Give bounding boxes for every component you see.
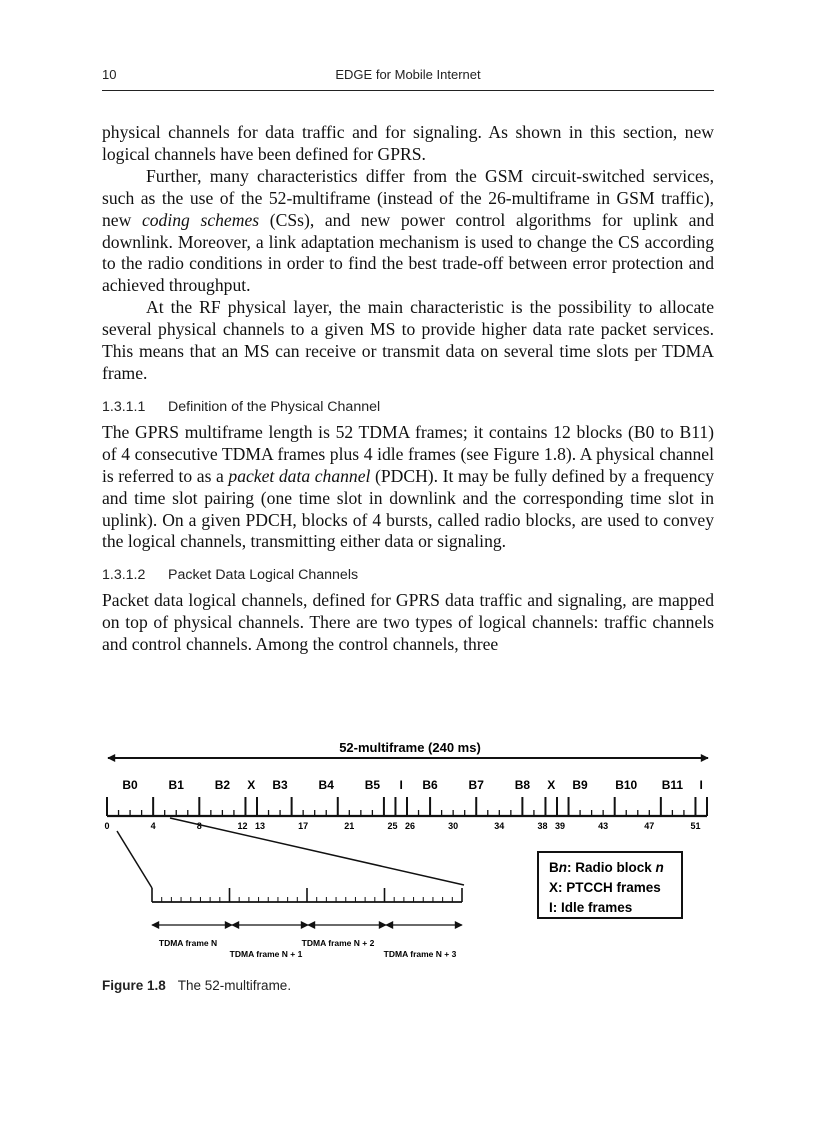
slot-label: I	[699, 778, 703, 792]
section-heading-2	[102, 566, 714, 584]
frame-numbers	[104, 821, 700, 831]
frame-number: 8	[196, 821, 202, 831]
zoom-line-left	[117, 831, 152, 888]
slot-label: B2	[214, 778, 231, 792]
frame-number: 38	[537, 821, 548, 831]
paragraph-4	[102, 422, 714, 553]
paragraph-2-text-a: Further, many characteristics differ from the GSM circuit-switched services, such as the use of the 52-multiframe (instead of the 26-multiframe in GSM traffic), new	[102, 165, 714, 230]
paragraph-1: physical channels for data traffic and for signaling. As shown in this section, new logical channels have been defined for GPRS.	[102, 122, 714, 164]
slot-labels	[122, 778, 702, 792]
frame-ticks	[107, 797, 707, 816]
slot-label: B6	[422, 778, 438, 792]
paragraph-5: Packet data logical channels, defined for GPRS data traffic and signaling, are mapped on top of physical channels. There are two types of logical channels: traffic channels and control channels. Among the control channels, three	[102, 590, 714, 655]
section-title: Definition of the Physical Channel	[168, 398, 381, 415]
slot-label: B9	[572, 778, 588, 792]
section-number: 1.3.1.1	[102, 398, 146, 415]
legend-radio-block: Bn: Radio block n	[549, 860, 664, 875]
paragraph-4-text-b: (PDCH). It may be fully defined by a frequency and time slot pairing (one time slot in downlink and the corresponding time slot in uplink). On a given PDCH, blocks of 4 bursts, called radio blocks, are used to convey the logical channels, transmitting either data or signaling.	[102, 465, 714, 552]
figure-52-multiframe	[98, 735, 718, 965]
zoom-line-right	[170, 818, 464, 885]
slot-label: B4	[318, 778, 334, 792]
slot-label: B8	[514, 778, 531, 792]
caption-text: The 52-multiframe.	[177, 978, 292, 993]
caption-label: Figure 1.8	[102, 978, 166, 993]
frame-number: 47	[644, 821, 655, 831]
section-heading-1	[102, 398, 714, 416]
slot-label: X	[547, 778, 556, 792]
slot-label: B3	[272, 778, 288, 792]
section-number: 1.3.1.2	[102, 567, 146, 584]
frame-number: 13	[254, 821, 266, 831]
header-rule	[102, 90, 714, 91]
tdma-label-n3: TDMA frame N + 3	[383, 949, 457, 959]
slot-label: B7	[468, 778, 484, 792]
slot-label: B0	[122, 778, 138, 792]
paragraph-2-emphasis: coding schemes	[141, 209, 260, 230]
paragraph-4-text-a: The GPRS multiframe length is 52 TDMA frames; it contains 12 blocks (B0 to B11) of 4 consecutive TDMA frames plus 4 idle frames (see Figure 1.8). A physical channel is referred to as a	[102, 421, 714, 486]
legend-ptcch: X: PTCCH frames	[549, 880, 661, 895]
slot-label: B5	[364, 778, 381, 792]
tdma-label-n2: TDMA frame N + 2	[301, 938, 375, 948]
slot-label: B10	[615, 778, 638, 792]
frame-number: 21	[344, 821, 355, 831]
multiframe-diagram	[98, 735, 718, 965]
tdma-label-n: TDMA frame N	[158, 938, 218, 948]
paragraph-4-emphasis: packet data channel	[228, 465, 371, 486]
running-title: EDGE for Mobile Internet	[335, 67, 481, 82]
frame-number: 43	[598, 821, 609, 831]
frame-number: 34	[494, 821, 505, 831]
frame-number: 51	[690, 821, 701, 831]
figure-title: 52-multiframe (240 ms)	[339, 740, 481, 755]
frame-number: 30	[448, 821, 459, 831]
frame-number: 4	[150, 821, 156, 831]
page-number: 10	[102, 67, 117, 82]
frame-number: 0	[104, 821, 110, 831]
paragraph-2-text-b: (CSs), and new power control algorithms for uplink and downlink. Moreover, a link adaptation mechanism is used to change the CS according to the radio conditions in order to find the best trade-off between error protection and achieved throughput.	[102, 209, 714, 296]
frame-number: 39	[554, 821, 566, 831]
slot-label: X	[247, 778, 256, 792]
body-text	[102, 122, 714, 656]
burst-ticks	[152, 888, 462, 902]
slot-label: B1	[168, 778, 184, 792]
frame-number: 12	[237, 821, 248, 831]
running-header	[102, 67, 714, 89]
slot-label: B11	[661, 778, 684, 792]
paragraph-2	[102, 166, 714, 297]
frame-number: 17	[298, 821, 309, 831]
paragraph-3: At the RF physical layer, the main characteristic is the possibility to allocate several physical channels to a given MS to provide higher data rate packet services. This means that an MS can receive or transmit data on several time slots per TDMA frame.	[102, 297, 714, 383]
tdma-label-n1: TDMA frame N + 1	[229, 949, 303, 959]
section-title: Packet Data Logical Channels	[168, 567, 359, 584]
frame-number: 25	[387, 821, 398, 831]
slot-label: I	[399, 778, 403, 792]
figure-caption	[102, 978, 291, 993]
legend-idle: I: Idle frames	[549, 900, 633, 915]
frame-number: 26	[404, 821, 416, 831]
